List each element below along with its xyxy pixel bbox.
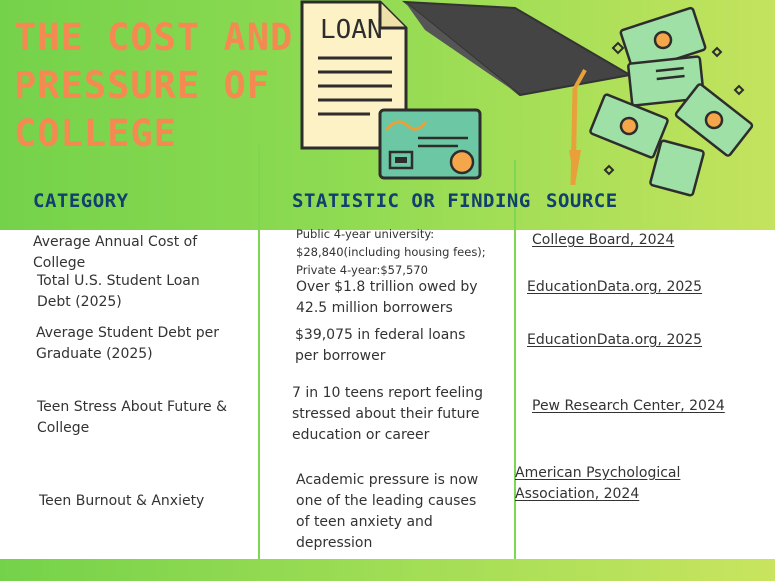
category-line: Average Student Debt per bbox=[36, 325, 219, 341]
source-column-header: SOURCE bbox=[546, 190, 618, 212]
money-bills-icon bbox=[585, 10, 765, 195]
category-line: College bbox=[37, 420, 90, 436]
statistic-line: 42.5 million borrowers bbox=[296, 300, 453, 316]
footer-bar bbox=[0, 559, 775, 581]
table-row-statistic bbox=[292, 383, 504, 446]
source-link[interactable] bbox=[532, 396, 725, 417]
source-link[interactable] bbox=[527, 277, 702, 298]
source-line: EducationData.org, 2025 bbox=[527, 279, 703, 295]
table-row-category bbox=[33, 232, 248, 274]
page-title bbox=[14, 14, 294, 158]
statistic-line: depression bbox=[296, 535, 373, 551]
category-line: Average Annual Cost of bbox=[33, 234, 198, 250]
statistic-column-header: STATISTIC OR FINDING bbox=[292, 190, 531, 212]
statistic-line: Over $1.8 trillion owed by bbox=[296, 279, 478, 295]
category-line: Teen Stress About Future & bbox=[37, 399, 227, 415]
title-line-2: PRESSURE OF bbox=[14, 64, 271, 107]
source-link[interactable] bbox=[515, 463, 680, 505]
category-line: College bbox=[33, 255, 86, 271]
source-line: Association, 2024 bbox=[515, 486, 640, 502]
table-row-category bbox=[37, 397, 252, 439]
table-row-category bbox=[37, 271, 252, 313]
column-divider-left bbox=[258, 145, 260, 559]
source-line: Pew Research Center, 2024 bbox=[532, 398, 725, 414]
statistic-line: of teen anxiety and bbox=[296, 514, 433, 530]
table-row-statistic bbox=[295, 325, 507, 367]
category-line: Debt (2025) bbox=[37, 294, 122, 310]
source-line: College Board, 2024 bbox=[532, 232, 675, 248]
statistic-line: Academic pressure is now bbox=[296, 472, 479, 488]
table-row-category bbox=[39, 491, 254, 512]
title-line-1: THE COST AND bbox=[14, 16, 294, 59]
category-line: Teen Burnout & Anxiety bbox=[39, 493, 205, 509]
table-row-statistic bbox=[296, 277, 508, 319]
category-line: Graduate (2025) bbox=[36, 346, 153, 362]
source-line: American Psychological bbox=[515, 465, 681, 481]
statistic-line: per borrower bbox=[295, 348, 386, 364]
statistic-line: Private 4-year:$57,570 bbox=[296, 263, 428, 277]
source-link[interactable] bbox=[527, 330, 702, 351]
statistic-line: education or career bbox=[292, 427, 430, 443]
source-link[interactable] bbox=[532, 230, 674, 251]
statistic-line: one of the leading causes bbox=[296, 493, 477, 509]
category-column-header: CATEGORY bbox=[33, 190, 129, 212]
table-row-statistic bbox=[296, 225, 508, 279]
table-row-category bbox=[36, 323, 251, 365]
credit-card-icon bbox=[378, 108, 484, 180]
statistic-line: $28,840(including housing fees); bbox=[296, 245, 486, 259]
source-line: EducationData.org, 2025 bbox=[527, 332, 703, 348]
statistic-line: Public 4-year university: bbox=[296, 227, 435, 241]
table-row-statistic bbox=[296, 470, 508, 554]
category-line: Total U.S. Student Loan bbox=[37, 273, 200, 289]
statistic-line: stressed about their future bbox=[292, 406, 480, 422]
statistic-line: 7 in 10 teens report feeling bbox=[292, 385, 484, 401]
loan-document-label: LOAN bbox=[320, 15, 383, 45]
statistic-line: $39,075 in federal loans bbox=[295, 327, 466, 343]
title-line-3: COLLEGE bbox=[14, 112, 177, 155]
